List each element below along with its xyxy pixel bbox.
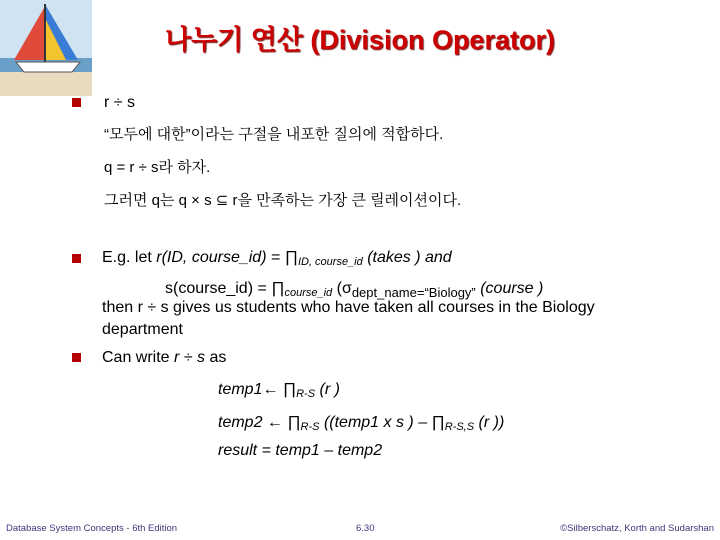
pi-subscript: R-S,S bbox=[444, 421, 475, 433]
pi-subscript: R-S bbox=[300, 421, 320, 433]
equals-sign: = bbox=[270, 249, 281, 266]
arrow-symbol: ← bbox=[266, 414, 283, 431]
bullet-3-line bbox=[102, 348, 226, 368]
takes-relation: (takes ) and bbox=[367, 249, 452, 266]
temp2-middle: ((temp1 x s ) – bbox=[323, 414, 428, 431]
pi-symbol: ∏ bbox=[271, 280, 285, 297]
division-expression: r ÷ s bbox=[174, 349, 206, 366]
pi-symbol: ∏ bbox=[284, 249, 298, 266]
footer-page-number: 6.30 bbox=[356, 523, 375, 534]
pi-symbol: ∏ bbox=[287, 414, 301, 431]
bullet-marker bbox=[72, 353, 81, 362]
pi-symbol: ∏ bbox=[431, 414, 445, 431]
pi-subscript: course_id bbox=[284, 287, 333, 299]
sigma-subscript: dept_name=“Biology” bbox=[351, 285, 476, 300]
s-definition: s(course_id) = bbox=[165, 280, 267, 297]
footer-copyright: ©Silberschatz, Korth and Sudarshan bbox=[560, 523, 714, 534]
course-relation: (course ) bbox=[480, 280, 544, 297]
can-write-text: Can write bbox=[102, 349, 170, 366]
temp1-argument: (r ) bbox=[319, 381, 340, 398]
eg-prefix: E.g. let bbox=[102, 249, 152, 266]
formula-result: result = temp1 – temp2 bbox=[218, 442, 383, 459]
pi-subscript: R-S bbox=[296, 388, 316, 400]
bullet-1-line-2: q = r ÷ s라 하자. bbox=[104, 159, 211, 176]
formula-temp1 bbox=[218, 380, 340, 404]
pi-symbol: ∏ bbox=[282, 381, 297, 398]
formula-temp2 bbox=[218, 413, 504, 437]
temp1-label: temp1 bbox=[218, 381, 263, 398]
bullet-marker bbox=[72, 98, 81, 107]
as-text: as bbox=[209, 349, 227, 366]
footer-book-title: Database System Concepts - 6th Edition bbox=[6, 523, 178, 534]
r-definition: r(ID, course_id) bbox=[156, 249, 267, 266]
temp2-argument: (r )) bbox=[478, 414, 505, 431]
pi-subscript: ID, course_id bbox=[297, 256, 363, 268]
bullet-2-line-3: then r ÷ s gives us students who have taken all courses in the Biology bbox=[102, 299, 595, 316]
arrow-symbol: ← bbox=[262, 381, 279, 398]
bullet-2-line-1 bbox=[102, 248, 452, 272]
bullet-2-line-4: department bbox=[102, 321, 183, 338]
page-title: 나누기 연산 (Division Operator) bbox=[165, 25, 555, 55]
temp2-label: temp2 bbox=[218, 414, 263, 431]
bullet-1-head: r ÷ s bbox=[104, 94, 135, 111]
sigma-symbol: (σ bbox=[336, 280, 352, 297]
bullet-1-line-1: “모두에 대한”이라는 구절을 내포한 질의에 적합하다. bbox=[104, 126, 444, 143]
bullet-1-line-3: 그러면 q는 q × s ⊆ r을 만족하는 가장 큰 릴레이션이다. bbox=[104, 192, 462, 209]
bullet-marker bbox=[72, 254, 81, 263]
